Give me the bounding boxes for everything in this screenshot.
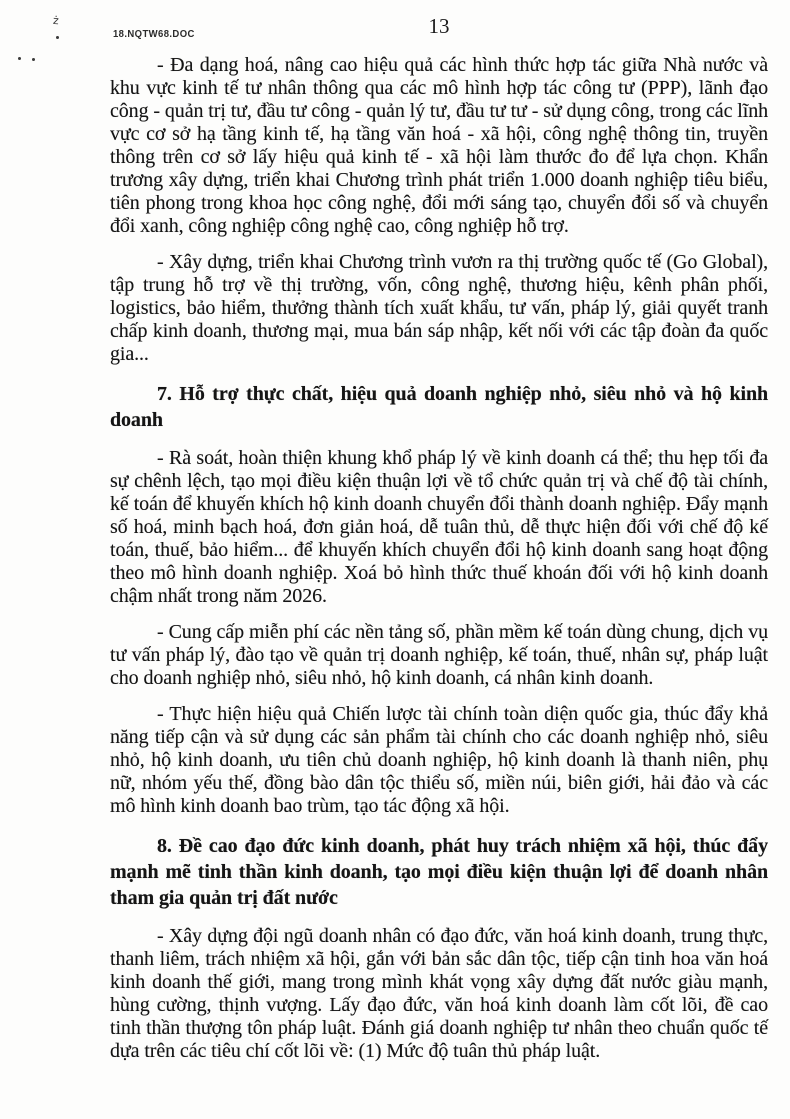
paragraph-financial-inclusion-strategy: - Thực hiện hiệu quả Chiến lược tài chính toàn diện quốc gia, thúc đẩy khả năng tiếp cận và sử dụng các sản phẩm tài chính cho các doanh nghiệp nhỏ, siêu nhỏ, hộ kinh doanh, ưu tiên chủ doanh nghiệp, hộ kinh doanh là thanh niên, phụ nữ, nhóm yếu thế, đồng bào dân tộc thiểu số, miền núi, biên giới, hải đảo và các mô hình kinh doanh bao trùm, tạo tác động xã hội.	[110, 703, 768, 817]
heading-section-8: 8. Đề cao đạo đức kinh doanh, phát huy trách nhiệm xã hội, thúc đẩy mạnh mẽ tinh thần kinh doanh, tạo mọi điều kiện thuận lợi để doanh nhân tham gia quản trị đất nước	[110, 835, 768, 909]
paragraph-individual-business-legal-framework: - Rà soát, hoàn thiện khung khổ pháp lý về kinh doanh cá thể; thu hẹp tối đa sự chênh lệch, tạo mọi điều kiện thuận lợi về tổ chức quản trị và chế độ tài chính, kế toán để khuyến khích hộ kinh doanh chuyển đổi thành doanh nghiệp. Đẩy mạnh số hoá, minh bạch hoá, đơn giản hoá, dễ tuân thủ, dễ thực hiện đối với chế độ kế toán, thuế, bảo hiểm... để khuyến khích chuyển đổi hộ kinh doanh sang hoạt động theo mô hình doanh nghiệp. Xoá bỏ hình thức thuế khoán đối với hộ kinh doanh chậm nhất trong năm 2026.	[110, 447, 768, 607]
paragraph-entrepreneur-ethics: - Xây dựng đội ngũ doanh nhân có đạo đức, văn hoá kinh doanh, trung thực, thanh liêm, trách nhiệm xã hội, gắn với bản sắc dân tộc, tiếp cận tinh hoa văn hoá kinh doanh thế giới, mang trong mình khát vọng xây dựng đất nước giàu mạnh, hùng cường, thịnh vượng. Lấy đạo đức, văn hoá kinh doanh làm cốt lõi, đề cao tinh thần thượng tôn pháp luật. Đánh giá doanh nghiệp tư nhân theo chuẩn quốc tế dựa trên các tiêu chí cốt lõi về: (1) Mức độ tuân thủ pháp luật.	[110, 925, 768, 1062]
scan-speck-dot	[56, 36, 59, 39]
scan-speck-squiggle: ż	[52, 13, 60, 28]
scan-speck-dot	[18, 57, 21, 60]
paragraph-free-digital-platforms: - Cung cấp miễn phí các nền tảng số, phần mềm kế toán dùng chung, dịch vụ tư vấn pháp lý, đào tạo về quản trị doanh nghiệp, kế toán, thuế, nhân sự, pháp luật cho doanh nghiệp nhỏ, siêu nhỏ, hộ kinh doanh, cá nhân kinh doanh.	[110, 621, 768, 689]
document-filename: 18.NQTW68.DOC	[113, 28, 195, 41]
scan-speck-dot	[32, 58, 35, 61]
paragraph-ppp-cooperation: - Đa dạng hoá, nâng cao hiệu quả các hình thức hợp tác giữa Nhà nước và khu vực kinh tế tư nhân thông qua các mô hình hợp tác công tư (PPP), lãnh đạo công - quản trị tư, đầu tư công - quản lý tư, đầu tư tư - sử dụng công, trong các lĩnh vực cơ sở hạ tầng kinh tế, hạ tầng văn hoá - xã hội, công nghệ thông tin, truyền thông trên cơ sở lấy hiệu quả kinh tế - xã hội làm thước đo để lựa chọn. Khẩn trương xây dựng, triển khai Chương trình phát triển 1.000 doanh nghiệp tiêu biểu, tiên phong trong khoa học công nghệ, đổi mới sáng tạo, chuyển đổi số và chuyển đổi xanh, công nghiệp công nghệ cao, công nghiệp hỗ trợ.	[110, 54, 768, 237]
page-number: 13	[428, 14, 450, 38]
document-body	[110, 54, 768, 1076]
heading-section-7: 7. Hỗ trợ thực chất, hiệu quả doanh nghiệp nhỏ, siêu nhỏ và hộ kinh doanh	[110, 383, 768, 431]
paragraph-go-global-program: - Xây dựng, triển khai Chương trình vươn ra thị trường quốc tế (Go Global), tập trung hỗ trợ về thị trường, vốn, công nghệ, thương hiệu, kênh phân phối, logistics, bảo hiểm, thưởng thành tích xuất khẩu, tư vấn, pháp lý, giải quyết tranh chấp kinh doanh, thương mại, mua bán sáp nhập, kết nối với các tập đoàn đa quốc gia...	[110, 251, 768, 365]
